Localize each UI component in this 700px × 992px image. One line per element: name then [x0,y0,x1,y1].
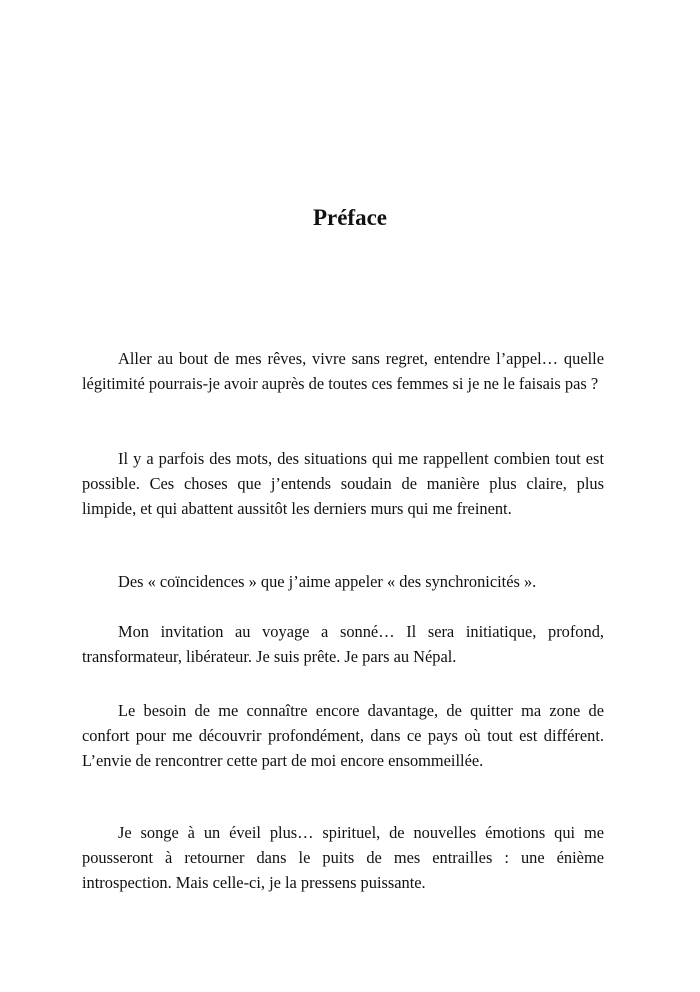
page-title: Préface [312,205,388,230]
paragraph-2: Il y a parfois des mots, des situations qui me rappellent combien tout est possible. Ces choses que j’entends soudain de manière plus claire, plus limpide, et qui abattent aussitôt les derniers murs qui me freinent. [82,449,604,518]
paragraph-4: Mon invitation au voyage a sonné… Il sera initiatique, profond, transformateur, libérateur. Je suis prête. Je pars au Népal. [82,622,604,666]
paragraph-5: Le besoin de me connaître encore davantage, de quitter ma zone de confort pour me découvrir profondément, dans ce pays où tout est différent. L’envie de rencontrer cette part de moi encore ensommeillée. [82,701,604,770]
paragraph-3: Des « coïncidences » que j’aime appeler « des synchronicités ». [118,572,537,591]
paragraph-1: Aller au bout de mes rêves, vivre sans regret, entendre l’appel… quelle légitimité pourrais-je avoir auprès de toutes ces femmes si je ne le faisais pas ? [82,349,604,393]
paragraph-6: Je songe à un éveil plus… spirituel, de nouvelles émotions qui me pousseront à retourner dans le puits de mes entrailles : une énième introspection. Mais celle-ci, je la pressens puissante. [82,823,604,892]
